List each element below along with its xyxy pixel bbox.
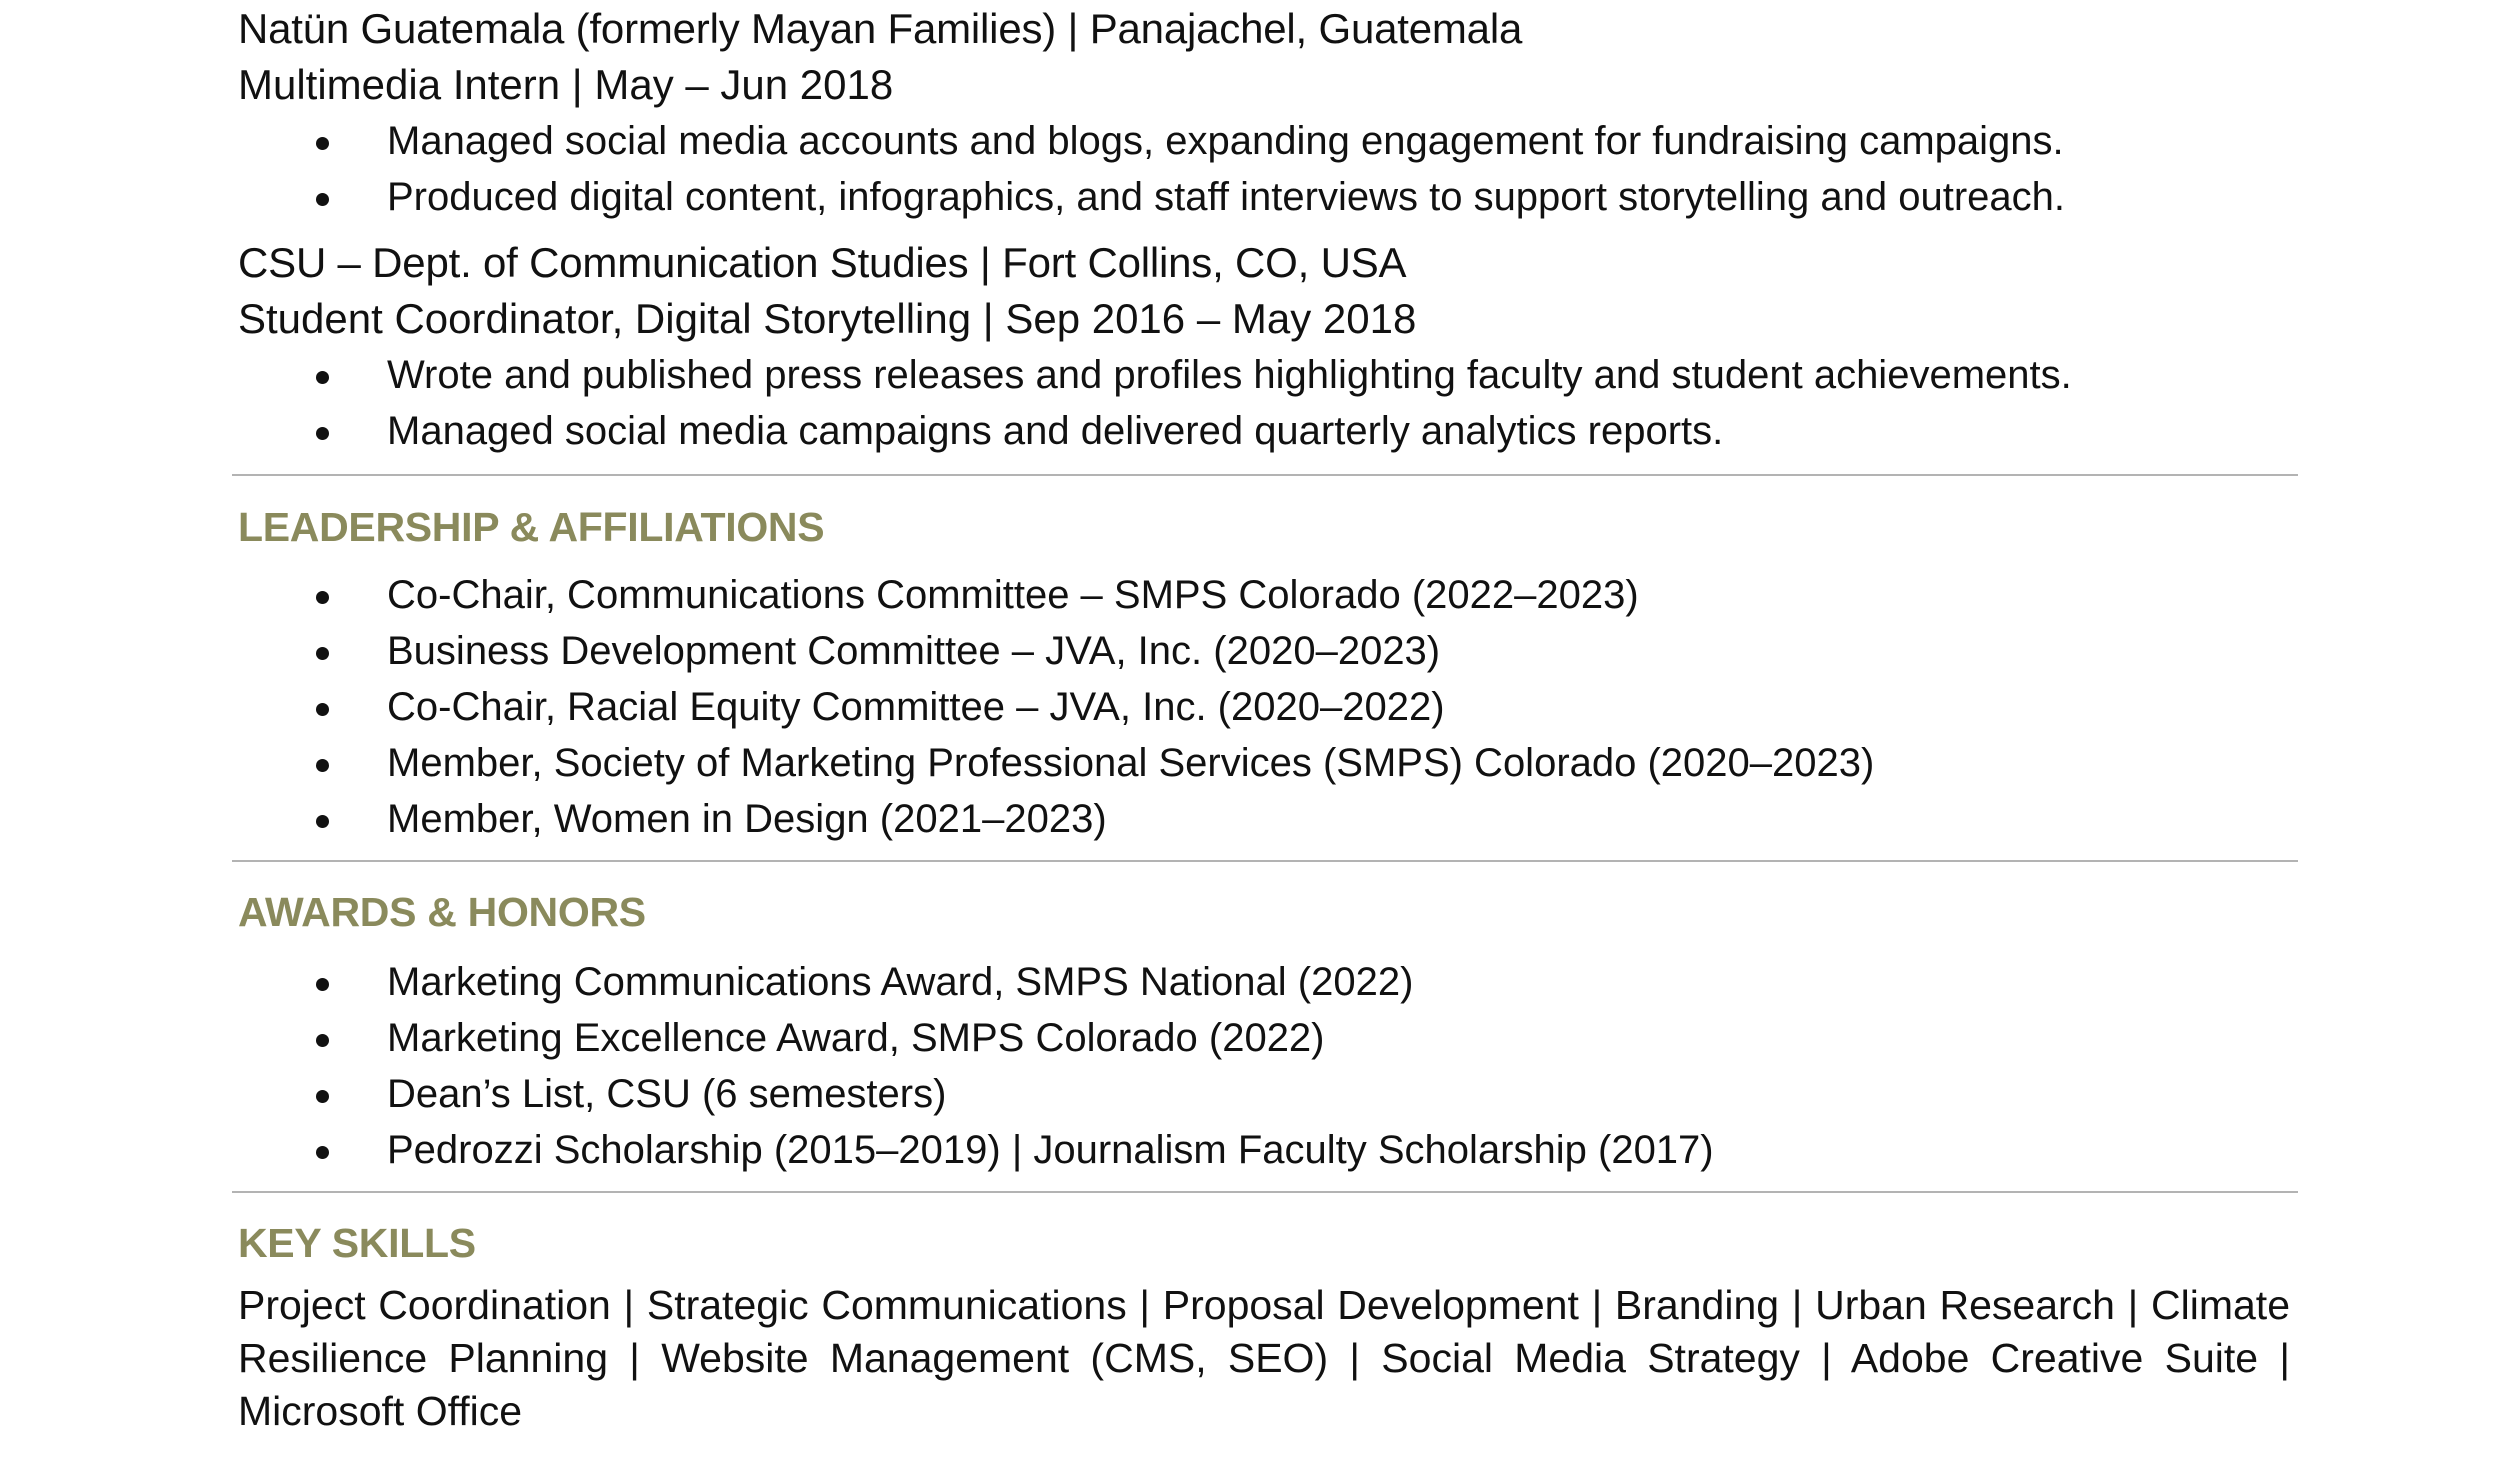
list-item: Co-Chair, Communications Committee – SMPS Colorado (2022–2023) xyxy=(238,567,2301,623)
list-item: Produced digital content, infographics, and staff interviews to support storytelling and outreach. xyxy=(238,169,2301,225)
role-title: Multimedia Intern | May – Jun 2018 xyxy=(238,61,894,108)
awards-list xyxy=(238,954,2301,1178)
experience-entry-natun xyxy=(238,1,2301,225)
skills-text: Project Coordination | Strategic Communications | Proposal Development | Branding | Urban Research | Climate Resilience Planning | Website Management (CMS, SEO) | Social Media Strategy | Adobe Creative Suite | Microsoft Office xyxy=(238,1282,2290,1434)
section-heading: KEY SKILLS xyxy=(238,1220,476,1266)
bullet-icon xyxy=(316,1090,329,1103)
section-heading: AWARDS & HONORS xyxy=(238,889,646,935)
experience-bullets xyxy=(238,347,2301,459)
bullet-icon xyxy=(316,591,329,604)
list-item: Pedrozzi Scholarship (2015–2019) | Journalism Faculty Scholarship (2017) xyxy=(238,1122,2301,1178)
list-item: Co-Chair, Racial Equity Committee – JVA, Inc. (2020–2022) xyxy=(238,679,2301,735)
leadership-list xyxy=(238,567,2301,847)
bullet-icon xyxy=(316,427,329,440)
list-item: Marketing Communications Award, SMPS National (2022) xyxy=(238,954,2301,1010)
experience-bullets xyxy=(238,113,2301,225)
section-divider xyxy=(232,1191,2298,1193)
leadership-section xyxy=(238,499,2301,847)
list-item: Wrote and published press releases and profiles highlighting faculty and student achievements. xyxy=(238,347,2301,403)
bullet-icon xyxy=(316,815,329,828)
experience-entry-csu xyxy=(238,235,2301,459)
list-item: Managed social media campaigns and delivered quarterly analytics reports. xyxy=(238,403,2301,459)
bullet-icon xyxy=(316,978,329,991)
bullet-icon xyxy=(316,703,329,716)
section-heading: LEADERSHIP & AFFILIATIONS xyxy=(238,504,825,550)
role-title: Student Coordinator, Digital Storytelling | Sep 2016 – May 2018 xyxy=(238,295,1417,342)
awards-section xyxy=(238,884,2301,1178)
section-divider xyxy=(232,474,2298,476)
list-item: Business Development Committee – JVA, Inc. (2020–2023) xyxy=(238,623,2301,679)
list-item: Member, Society of Marketing Professional Services (SMPS) Colorado (2020–2023) xyxy=(238,735,2301,791)
bullet-icon xyxy=(316,759,329,772)
organization-title: CSU – Dept. of Communication Studies | Fort Collins, CO, USA xyxy=(238,239,1407,286)
bullet-icon xyxy=(316,1034,329,1047)
bullet-icon xyxy=(316,137,329,150)
organization-title: Natün Guatemala (formerly Mayan Families) | Panajachel, Guatemala xyxy=(238,5,1523,52)
section-divider xyxy=(232,860,2298,862)
bullet-icon xyxy=(316,1146,329,1159)
bullet-icon xyxy=(316,193,329,206)
list-item: Dean’s List, CSU (6 semesters) xyxy=(238,1066,2301,1122)
bullet-icon xyxy=(316,647,329,660)
list-item: Managed social media accounts and blogs, expanding engagement for fundraising campaigns. xyxy=(238,113,2301,169)
skills-section xyxy=(238,1215,2301,1438)
list-item: Member, Women in Design (2021–2023) xyxy=(238,791,2301,847)
bullet-icon xyxy=(316,371,329,384)
list-item: Marketing Excellence Award, SMPS Colorado (2022) xyxy=(238,1010,2301,1066)
